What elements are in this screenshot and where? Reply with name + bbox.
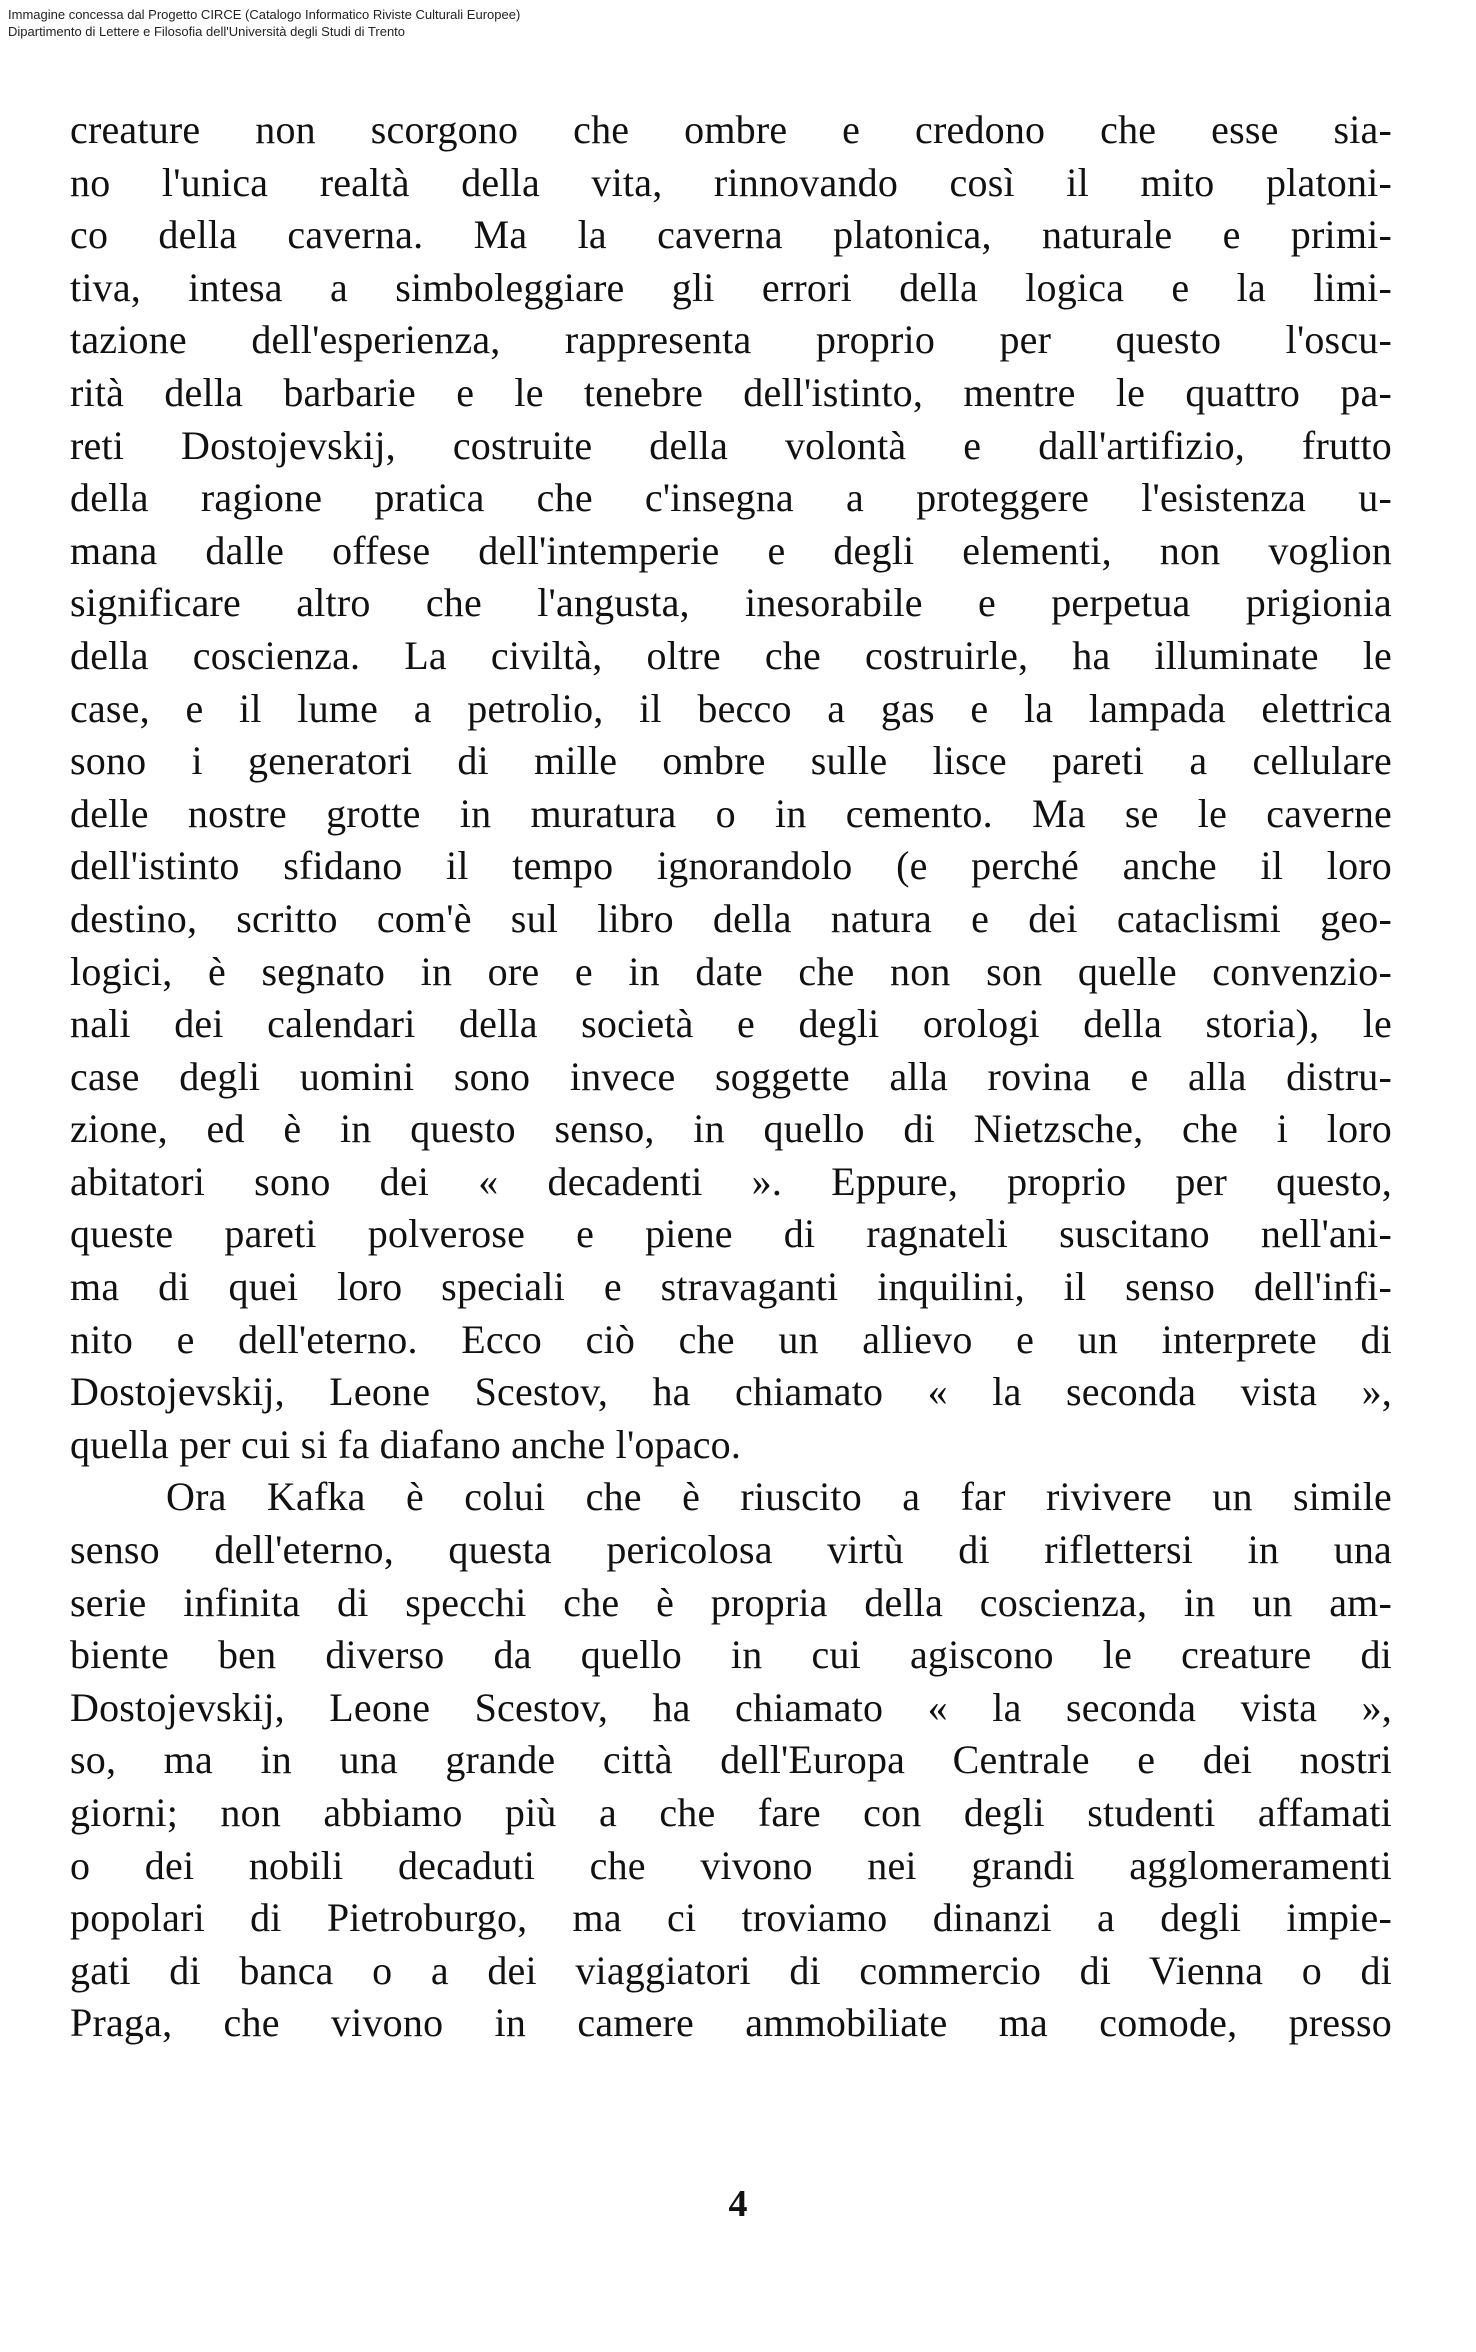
credit-line-2: Dipartimento di Lettere e Filosofia dell'Università degli Studi di Trento <box>8 24 406 39</box>
text-line: so, ma in una grande città dell'Europa Centrale e dei nostri <box>70 1737 1392 1783</box>
text-line: popolari di Pietroburgo, ma ci troviamo dinanzi a degli impie- <box>70 1895 1392 1941</box>
text-line: ma di quei loro speciali e stravaganti inquilini, il senso dell'infi- <box>70 1264 1392 1310</box>
text-line: Dostojevskij, Leone Scestov, ha chiamato « la seconda vista », <box>70 1684 1392 1730</box>
text-line: o dei nobili decaduti che vivono nei grandi agglomeramenti <box>70 1842 1392 1888</box>
text-line: case, e il lume a petrolio, il becco a gas e la lampada elettrica <box>70 685 1392 731</box>
text-line: giorni; non abbiamo più a che fare con degli studenti affamati <box>70 1790 1392 1835</box>
text-line: reti Dostojevskij, costruite della volontà e dall'artifizio, frutto <box>70 422 1392 468</box>
text-line: mana dalle offese dell'intemperie e degli elementi, non voglion <box>70 527 1392 573</box>
text-line: sono i generatori di mille ombre sulle lisce pareti a cellulare <box>70 738 1392 784</box>
text-line: della ragione pratica che c'insegna a proteggere l'esistenza u- <box>70 475 1392 521</box>
credit-line-1: Immagine concessa dal Progetto CIRCE (Catalogo Informatico Riviste Culturali Europee) <box>8 7 521 22</box>
text-line: Praga, che vivono in camere ammobiliate ma comode, presso <box>70 2000 1392 2046</box>
text-line: quella per cui si fa diafano anche l'opaco. <box>70 1421 742 1467</box>
text-line: dell'istinto sfidano il tempo ignorandolo (e perché anche il loro <box>70 843 1392 889</box>
page-body <box>70 104 1392 2050</box>
text-line: tazione dell'esperienza, rappresenta proprio per questo l'oscu- <box>70 317 1392 363</box>
text-line: tiva, intesa a simboleggiare gli errori della logica e la limi- <box>70 264 1392 310</box>
text-line: biente ben diverso da quello in cui agiscono le creature di <box>70 1632 1392 1678</box>
paragraph-2 <box>70 1471 1392 2050</box>
page-number: 4 <box>728 2183 748 2225</box>
text-line: no l'unica realtà della vita, rinnovando così il mito platoni- <box>70 159 1392 205</box>
text-line: Ora Kafka è colui che è riuscito a far rivivere un simile <box>166 1474 1392 1520</box>
image-credit <box>8 6 520 40</box>
text-line: nito e dell'eterno. Ecco ciò che un allievo e un interprete di <box>70 1316 1392 1362</box>
text-line: delle nostre grotte in muratura o in cemento. Ma se le caverne <box>70 790 1392 836</box>
text-line: rità della barbarie e le tenebre dell'istinto, mentre le quattro pa- <box>70 369 1392 415</box>
paragraph-1 <box>70 104 1392 1471</box>
text-line: logici, è segnato in ore e in date che non son quelle convenzio- <box>70 948 1392 994</box>
text-line: Dostojevskij, Leone Scestov, ha chiamato « la seconda vista », <box>70 1369 1392 1415</box>
text-line: serie infinita di specchi che è propria della coscienza, in un am- <box>70 1579 1392 1625</box>
text-line: nali dei calendari della società e degli orologi della storia), le <box>70 1001 1392 1047</box>
text-line: senso dell'eterno, questa pericolosa virtù di riflettersi in una <box>70 1527 1392 1573</box>
text-line: zione, ed è in questo senso, in quello di Nietzsche, che i loro <box>70 1106 1392 1152</box>
text-line: significare altro che l'angusta, inesorabile e perpetua prigionia <box>70 580 1392 626</box>
text-line: gati di banca o a dei viaggiatori di commercio di Vienna o di <box>70 1947 1392 1993</box>
text-line: destino, scritto com'è sul libro della natura e dei cataclismi geo- <box>70 895 1392 941</box>
text-line: abitatori sono dei « decadenti ». Eppure, proprio per questo, <box>70 1158 1392 1204</box>
text-line: queste pareti polverose e piene di ragnateli suscitano nell'ani- <box>70 1211 1392 1257</box>
text-line: della coscienza. La civiltà, oltre che costruirle, ha illuminate le <box>70 632 1392 678</box>
text-line: co della caverna. Ma la caverna platonica, naturale e primi- <box>70 212 1392 258</box>
text-line: case degli uomini sono invece soggette alla rovina e alla distru- <box>70 1053 1392 1099</box>
text-line: creature non scorgono che ombre e credono che esse sia- <box>70 107 1392 152</box>
